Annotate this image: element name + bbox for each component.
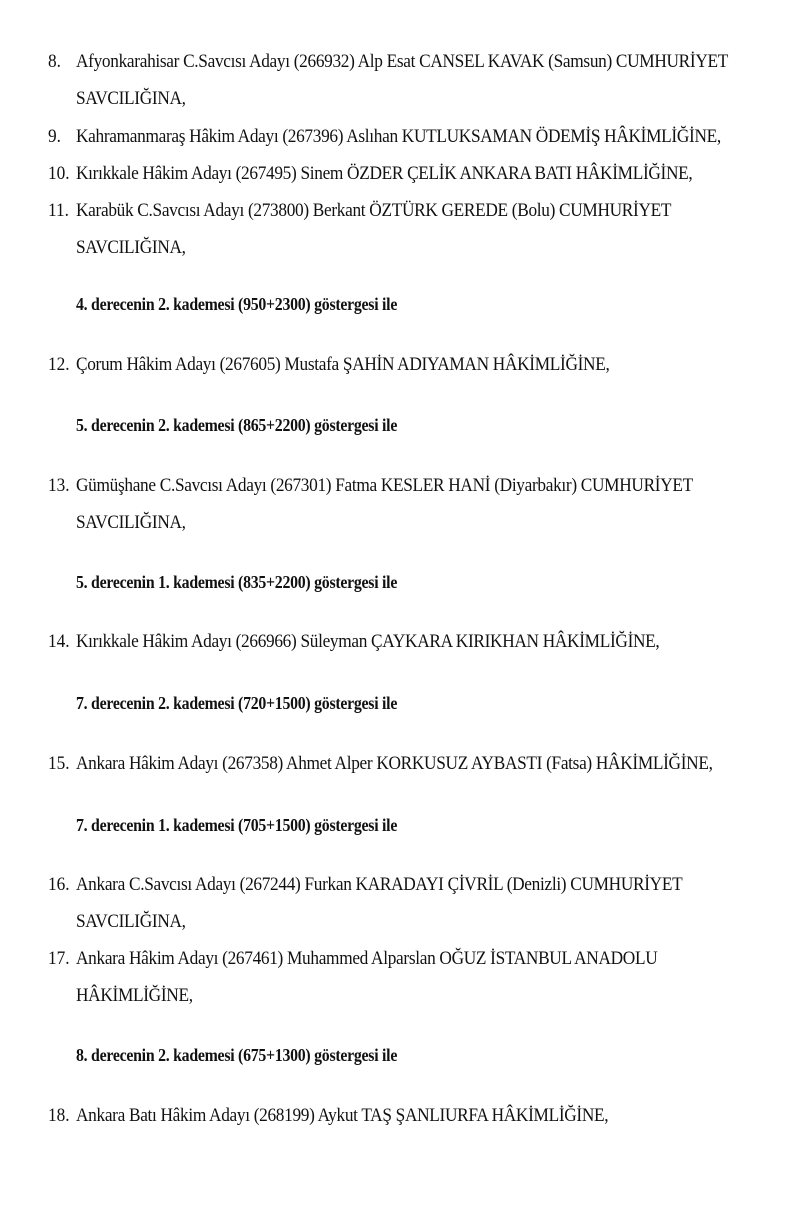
entry-text-line: HÂKİMLİĞİNE, xyxy=(76,985,193,1006)
entry-text-line: Ankara Hâkim Adayı (267358) Ahmet Alper KORKUSUZ AYBASTI (Fatsa) HÂKİMLİĞİNE, xyxy=(76,753,713,774)
entry-text-line: Kahramanmaraş Hâkim Adayı (267396) Aslıhan KUTLUKSAMAN ÖDEMİŞ HÂKİMLİĞİNE, xyxy=(76,126,721,147)
entry-number: 18. xyxy=(48,1105,70,1126)
entry-number: 17. xyxy=(48,948,70,969)
entry-text-line: SAVCILIĞINA, xyxy=(76,88,186,109)
entry-number: 8. xyxy=(48,51,61,72)
entry-number: 12. xyxy=(48,354,70,375)
entry-text-line: Ankara Hâkim Adayı (267461) Muhammed Alparslan OĞUZ İSTANBUL ANADOLU xyxy=(76,948,658,969)
entry-text-line: SAVCILIĞINA, xyxy=(76,237,186,258)
entry-text-line: Kırıkkale Hâkim Adayı (267495) Sinem ÖZDER ÇELİK ANKARA BATI HÂKİMLİĞİNE, xyxy=(76,163,693,184)
entry-text-line: Kırıkkale Hâkim Adayı (266966) Süleyman ÇAYKARA KIRIKHAN HÂKİMLİĞİNE, xyxy=(76,631,660,652)
entry-number: 11. xyxy=(48,200,69,221)
grade-heading: 4. derecenin 2. kademesi (950+2300) göstergesi ile xyxy=(76,294,398,314)
entry-number: 14. xyxy=(48,631,70,652)
entry-text-line: Gümüşhane C.Savcısı Adayı (267301) Fatma KESLER HANİ (Diyarbakır) CUMHURİYET xyxy=(76,475,693,496)
grade-heading: 8. derecenin 2. kademesi (675+1300) göstergesi ile xyxy=(76,1045,398,1065)
entry-text-line: Karabük C.Savcısı Adayı (273800) Berkant ÖZTÜRK GEREDE (Bolu) CUMHURİYET xyxy=(76,200,672,221)
grade-heading: 5. derecenin 2. kademesi (865+2200) göstergesi ile xyxy=(76,415,398,435)
entry-text-line: SAVCILIĞINA, xyxy=(76,512,186,533)
entry-text-line: Ankara Batı Hâkim Adayı (268199) Aykut TAŞ ŞANLIURFA HÂKİMLİĞİNE, xyxy=(76,1105,609,1126)
entry-text-line: Ankara C.Savcısı Adayı (267244) Furkan KARADAYI ÇİVRİL (Denizli) CUMHURİYET xyxy=(76,874,683,895)
entry-number: 9. xyxy=(48,126,61,147)
entry-number: 16. xyxy=(48,874,70,895)
grade-heading: 7. derecenin 1. kademesi (705+1500) göstergesi ile xyxy=(76,815,398,835)
entry-text-line: SAVCILIĞINA, xyxy=(76,911,186,932)
entry-text-line: Afyonkarahisar C.Savcısı Adayı (266932) Alp Esat CANSEL KAVAK (Samsun) CUMHURİYET xyxy=(76,51,729,72)
entry-text-line: Çorum Hâkim Adayı (267605) Mustafa ŞAHİN ADIYAMAN HÂKİMLİĞİNE, xyxy=(76,354,610,375)
grade-heading: 5. derecenin 1. kademesi (835+2200) göstergesi ile xyxy=(76,572,398,592)
entry-number: 13. xyxy=(48,475,70,496)
entry-number: 10. xyxy=(48,163,70,184)
entry-number: 15. xyxy=(48,753,70,774)
grade-heading: 7. derecenin 2. kademesi (720+1500) göstergesi ile xyxy=(76,693,398,713)
